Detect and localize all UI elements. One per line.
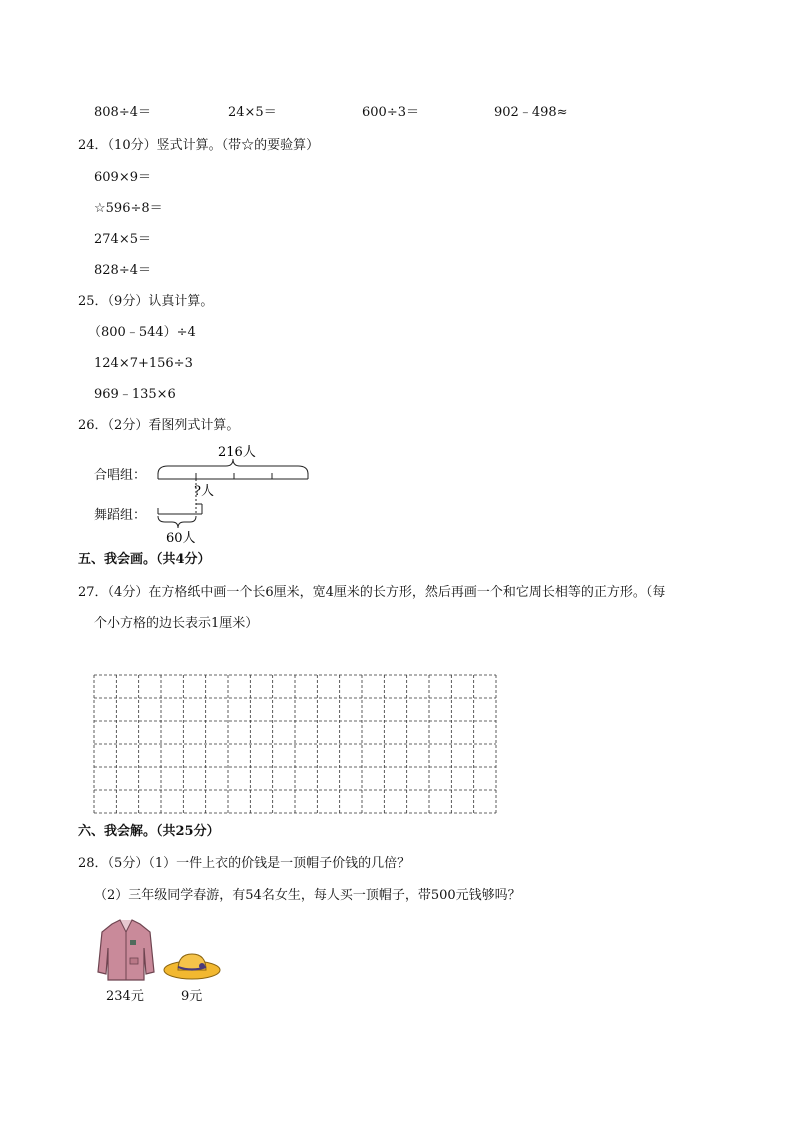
q24-heading: 24．（10分）竖式计算。（带☆的要验算） <box>78 138 320 153</box>
q24-item-3: 274×5＝ <box>94 232 151 247</box>
question-label: ?人 <box>194 484 214 499</box>
q27-line1: 27．（4分）在方格纸中画一个长6厘米，宽4厘米的长方形，然后再画一个和它周长相等的正方形。（每 <box>78 585 666 600</box>
q26-heading: 26．（2分）看图列式计算。 <box>78 418 240 433</box>
q25-item-3: 969﹣135×6 <box>94 387 176 402</box>
segment-diagram <box>90 440 330 546</box>
row1-label: 合唱组： <box>94 468 147 483</box>
q28-line2: （2）三年级同学春游，有54名女生，每人买一顶帽子，带500元钱够吗？ <box>94 888 521 903</box>
q24-item-1: 609×9＝ <box>94 170 151 185</box>
grid-paper[interactable] <box>93 674 497 814</box>
q25-heading: 25．（9分）认真计算。 <box>78 294 214 309</box>
row2-label: 舞蹈组： <box>94 508 147 523</box>
bottom-brace <box>158 516 196 528</box>
section6-title: 六、我会解。（共25分） <box>78 824 220 839</box>
q24-item-4: 828÷4＝ <box>94 263 151 278</box>
calc-top-1: 808÷4＝ <box>94 105 151 120</box>
q24-item-2: ☆596÷8＝ <box>94 201 163 216</box>
calc-top-3: 600÷3＝ <box>362 105 419 120</box>
q27-line2: 个小方格的边长表示1厘米） <box>94 616 259 631</box>
jacket-icon <box>94 918 158 984</box>
q25-item-1: （800﹣544）÷4 <box>88 325 196 340</box>
total-brace <box>158 459 308 474</box>
calc-top-4: 902﹣498≈ <box>494 105 568 120</box>
q25-item-2: 124×7+156÷3 <box>94 356 193 371</box>
section5-title: 五、我会画。（共4分） <box>78 552 211 567</box>
calc-top-2: 24×5＝ <box>228 105 277 120</box>
hat-icon <box>162 948 222 984</box>
total-label: 216人 <box>218 445 256 460</box>
q28-line1: 28．（5分）（1）一件上衣的价钱是一顶帽子价钱的几倍？ <box>78 856 411 871</box>
jacket-price: 234元 <box>106 989 144 1004</box>
bottom-label: 60人 <box>166 531 196 546</box>
hat-price: 9元 <box>181 989 203 1004</box>
